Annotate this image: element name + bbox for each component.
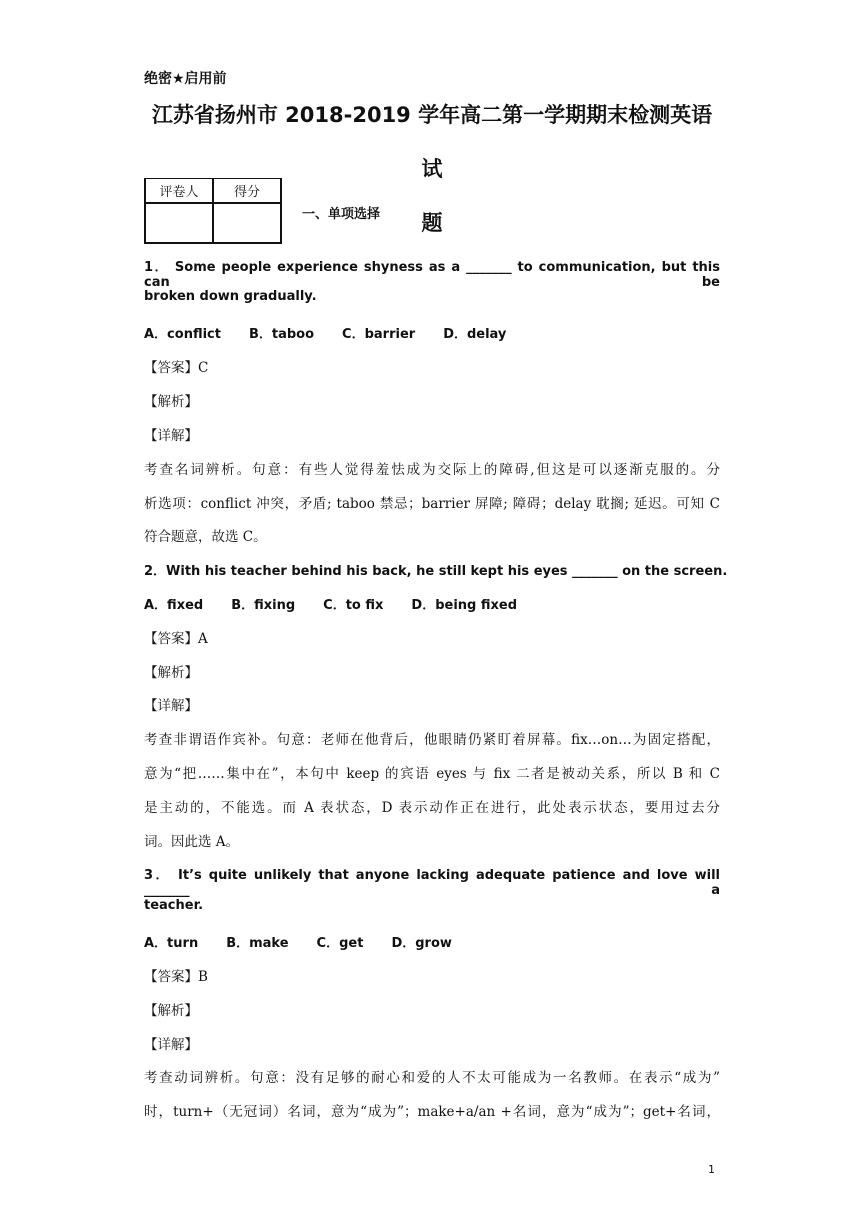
- question-1-explanation-line-2: 析选项：conflict 冲突，矛盾; taboo 禁忌；barrier 屏障; 障碍；delay 耽搁; 延迟。可知 C: [144, 496, 720, 512]
- question-3-options: [144, 932, 720, 951]
- question-1-detail-label: 【详解】: [144, 428, 198, 444]
- question-3-explanation-line-2: 时，turn+（无冠词）名词，意为“成为”；make+a/an +名词，意为“成为”；get+名词，: [144, 1104, 720, 1120]
- score-table-score-cell: [213, 203, 281, 243]
- question-1-explanation-line-3: 符合题意，故选 C。: [144, 529, 267, 545]
- option-d: D．delay: [443, 327, 507, 342]
- option-a: A．turn: [144, 936, 199, 951]
- question-1-stem-line-1: 1． Some people experience shyness as a _______ to communication, but this can be: [144, 260, 720, 290]
- question-2-stem-line-1: 2．With his teacher behind his back, he still kept his eyes _______ on the screen.: [144, 564, 728, 579]
- page-number: 1: [708, 1163, 715, 1176]
- question-3-analysis-label: 【解析】: [144, 1003, 198, 1019]
- option-c: C．to fix: [323, 598, 384, 613]
- question-3-stem-line-2: teacher.: [144, 898, 204, 913]
- option-d: D．being fixed: [411, 598, 518, 613]
- title-line-2: 题: [421, 211, 443, 235]
- question-1-explanation-line-1: 考查名词辨析。句意：有些人觉得羞怯成为交际上的障碍,但这是可以逐渐克服的。分: [144, 462, 720, 478]
- question-3-stem-line-1: 3． It’s quite unlikely that anyone lacking adequate patience and love will _______ a: [144, 868, 720, 898]
- score-table: [144, 178, 282, 244]
- question-2-analysis-label: 【解析】: [144, 665, 198, 681]
- question-2-explanation-line-1: 考查非谓语作宾补。句意：老师在他背后，他眼睛仍紧盯着屏幕。fix…on…为固定搭配，: [144, 732, 720, 748]
- question-2-explanation-line-2: 意为“把……集中在”，本句中 keep 的宾语 eyes 与 fix 二者是被动关系，所以 B 和 C: [144, 766, 720, 782]
- option-b: B．taboo: [248, 327, 315, 342]
- score-table-grader-header: 评卷人: [145, 179, 213, 204]
- question-1-stem-line-2: broken down gradually.: [144, 289, 317, 304]
- question-3-explanation-line-1: 考查动词辨析。句意：没有足够的耐心和爱的人不太可能成为一名教师。在表示“成为”: [144, 1070, 720, 1086]
- score-table-score-header: 得分: [213, 179, 281, 204]
- title-line-1: 江苏省扬州市 2018-2019 学年高二第一学期期末检测英语试: [151, 103, 713, 181]
- question-2-answer: 【答案】A: [144, 631, 208, 647]
- confidential-mark: 绝密★启用前: [144, 71, 227, 87]
- option-c: C．barrier: [342, 327, 416, 342]
- question-2-options: [144, 594, 720, 613]
- option-b: B．make: [226, 936, 289, 951]
- question-2-explanation-line-3: 是主动的，不能选。而 A 表状态，D 表示动作正在进行，此处表示状态，要用过去分: [144, 800, 720, 816]
- score-table-grader-cell: [145, 203, 213, 243]
- question-2-detail-label: 【详解】: [144, 698, 198, 714]
- question-1-answer: 【答案】C: [144, 360, 209, 376]
- option-a: A．fixed: [144, 598, 204, 613]
- option-c: C．get: [316, 936, 364, 951]
- option-d: D．grow: [391, 936, 452, 951]
- question-3-detail-label: 【详解】: [144, 1037, 198, 1053]
- option-a: A．conflict: [144, 327, 221, 342]
- question-3-answer: 【答案】B: [144, 969, 208, 985]
- option-b: B．fixing: [231, 598, 296, 613]
- section-title: 一、单项选择: [302, 207, 381, 222]
- question-1-options: [144, 323, 720, 342]
- question-2-explanation-line-4: 词。因此选 A。: [144, 834, 240, 850]
- question-1-analysis-label: 【解析】: [144, 394, 198, 410]
